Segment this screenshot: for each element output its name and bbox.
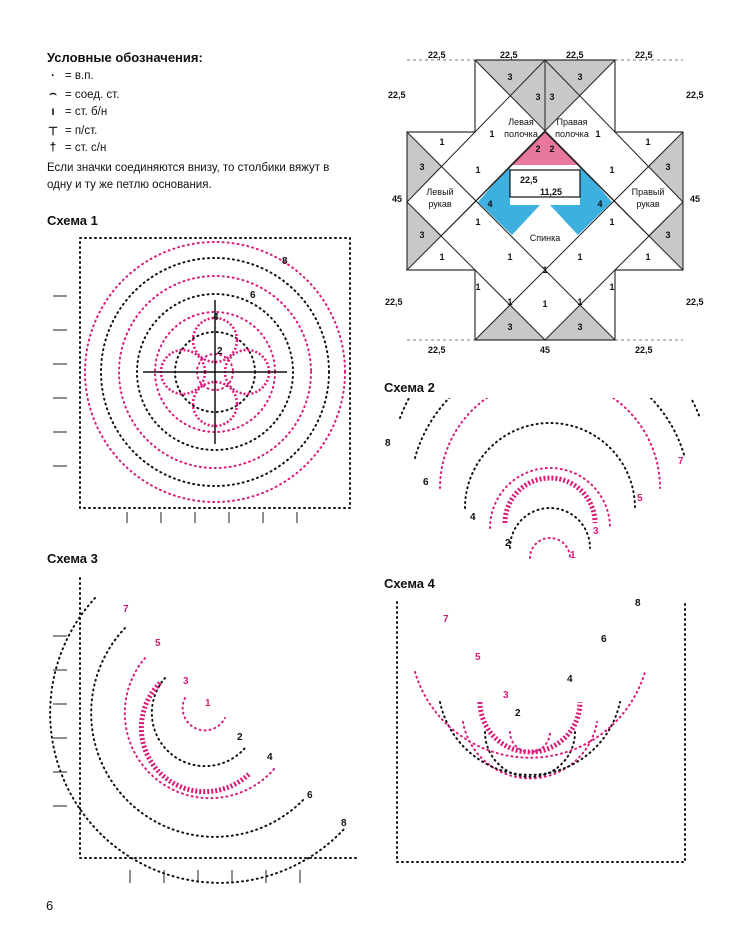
legend-item bbox=[47, 142, 106, 154]
row-number: 3 bbox=[593, 526, 599, 537]
legend-text: = ст. с/н bbox=[65, 142, 107, 154]
row-number: 7 bbox=[678, 456, 684, 467]
dim-label: 11,25 bbox=[540, 187, 563, 197]
legend-text: = в.п. bbox=[65, 70, 94, 82]
row-number: 8 bbox=[385, 438, 391, 449]
dim-label: 22,5 bbox=[500, 50, 518, 60]
stitch-rings bbox=[50, 578, 360, 883]
row-number: 7 bbox=[123, 604, 129, 615]
svg-text:1: 1 bbox=[645, 252, 651, 262]
svg-text:1: 1 bbox=[507, 297, 513, 307]
svg-text:3: 3 bbox=[577, 72, 583, 82]
piece-label-left-sleeve: Левый bbox=[426, 187, 454, 197]
piece-label-right-sleeve: Правый bbox=[631, 187, 665, 197]
row-number: 6 bbox=[307, 790, 313, 801]
legend-item bbox=[47, 70, 94, 82]
piece-label-right-front: Правая bbox=[556, 117, 588, 127]
row-number: 8 bbox=[282, 256, 288, 267]
svg-text:4: 4 bbox=[597, 199, 603, 209]
petal-arc bbox=[480, 702, 580, 752]
slip-stitch-icon: ⌢ bbox=[49, 88, 57, 100]
crochet-scheme-3 bbox=[45, 568, 365, 888]
svg-text:1: 1 bbox=[475, 282, 481, 292]
row-number: 5 bbox=[475, 652, 481, 663]
scheme-4-title: Схема 4 bbox=[384, 576, 435, 591]
stitch-rings bbox=[400, 398, 700, 558]
stitch-rings bbox=[397, 602, 685, 862]
svg-text:1: 1 bbox=[609, 217, 615, 227]
row-number: 2 bbox=[505, 538, 511, 549]
garment-pattern-diagram bbox=[380, 45, 710, 365]
dim-label: 22,5 bbox=[635, 50, 653, 60]
chain-stitch-icon: · bbox=[51, 70, 55, 82]
dim-label: 22,5 bbox=[385, 297, 403, 307]
page-number: 6 bbox=[46, 898, 54, 913]
svg-text:4: 4 bbox=[487, 199, 493, 209]
svg-text:3: 3 bbox=[507, 72, 513, 82]
row-number: 7 bbox=[443, 614, 449, 625]
row-number: 4 bbox=[567, 674, 573, 685]
svg-text:1: 1 bbox=[645, 137, 651, 147]
svg-text:1: 1 bbox=[577, 252, 583, 262]
svg-text:3: 3 bbox=[419, 230, 425, 240]
row-number: 2 bbox=[237, 732, 243, 743]
piece-label-left-front: полочка bbox=[504, 129, 538, 139]
legend-text: = соед. ст. bbox=[65, 88, 120, 101]
svg-text:1: 1 bbox=[595, 129, 601, 139]
half-double-crochet-icon: ⊤ bbox=[47, 126, 59, 138]
row-number: 4 bbox=[470, 512, 476, 523]
svg-text:1: 1 bbox=[489, 129, 495, 139]
piece-label-left-front: Левая bbox=[508, 117, 534, 127]
svg-text:1: 1 bbox=[439, 252, 445, 262]
legend-title: Условные обозначения: bbox=[47, 50, 203, 65]
legend-item bbox=[47, 106, 107, 118]
svg-text:1: 1 bbox=[577, 297, 583, 307]
dim-label: 22,5 bbox=[520, 175, 538, 185]
piece-label-back: Спинка bbox=[529, 233, 561, 243]
svg-text:2: 2 bbox=[549, 144, 555, 154]
row-number: 6 bbox=[601, 634, 607, 645]
petal-arc bbox=[141, 683, 250, 792]
svg-text:3: 3 bbox=[419, 162, 425, 172]
row-number: 3 bbox=[503, 690, 509, 701]
svg-text:2: 2 bbox=[535, 144, 541, 154]
row-number: 3 bbox=[183, 676, 189, 687]
legend-text: = п/ст. bbox=[65, 125, 98, 137]
scheme-1-title: Схема 1 bbox=[47, 213, 98, 228]
single-crochet-icon: ı bbox=[51, 106, 55, 118]
row-number: 6 bbox=[423, 477, 429, 488]
svg-text:3: 3 bbox=[507, 322, 513, 332]
crochet-scheme-4 bbox=[385, 592, 705, 882]
scheme-2-title: Схема 2 bbox=[384, 380, 435, 395]
piece-label-right-front: полочка bbox=[555, 129, 589, 139]
row-number: 1 bbox=[570, 550, 576, 561]
svg-text:3: 3 bbox=[665, 230, 671, 240]
svg-text:1: 1 bbox=[609, 165, 615, 175]
double-crochet-icon: † bbox=[49, 142, 57, 154]
dim-label: 45 bbox=[690, 194, 701, 204]
svg-text:3: 3 bbox=[549, 92, 555, 102]
row-number: 8 bbox=[341, 818, 347, 829]
row-number: 1 bbox=[205, 698, 211, 709]
row-number: 8 bbox=[635, 598, 641, 609]
piece-label-right-sleeve: рукав bbox=[636, 199, 660, 209]
row-number: 5 bbox=[155, 638, 161, 649]
petal-arc bbox=[505, 478, 595, 523]
row-number: 4 bbox=[213, 312, 219, 323]
crochet-scheme-2 bbox=[385, 398, 705, 573]
dim-label: 22,5 bbox=[686, 90, 704, 100]
scheme-3-title: Схема 3 bbox=[47, 551, 98, 566]
svg-text:1: 1 bbox=[439, 137, 445, 147]
dim-label: 22,5 bbox=[388, 90, 406, 100]
legend-item bbox=[47, 124, 97, 138]
svg-text:1: 1 bbox=[475, 217, 481, 227]
svg-text:1: 1 bbox=[542, 265, 548, 275]
dim-label: 22,5 bbox=[566, 50, 584, 60]
legend-text: = ст. б/н bbox=[65, 106, 108, 118]
svg-text:3: 3 bbox=[665, 162, 671, 172]
dim-label: 22,5 bbox=[686, 297, 704, 307]
row-number: 2 bbox=[515, 708, 521, 719]
row-number: 5 bbox=[637, 493, 643, 504]
piece-label-left-sleeve: рукав bbox=[428, 199, 452, 209]
row-number: 6 bbox=[250, 290, 256, 301]
svg-text:1: 1 bbox=[609, 282, 615, 292]
crochet-scheme-1 bbox=[45, 230, 365, 530]
svg-text:1: 1 bbox=[507, 252, 513, 262]
row-number: 2 bbox=[217, 346, 223, 357]
direction-arrows bbox=[53, 636, 300, 883]
svg-text:3: 3 bbox=[535, 92, 541, 102]
dim-label: 22,5 bbox=[428, 345, 446, 355]
legend-item bbox=[47, 88, 119, 101]
dim-label: 45 bbox=[392, 194, 403, 204]
dim-label: 22,5 bbox=[635, 345, 653, 355]
svg-text:1: 1 bbox=[542, 299, 548, 309]
dim-label: 22,5 bbox=[428, 50, 446, 60]
dim-label: 45 bbox=[540, 345, 551, 355]
row-number: 4 bbox=[267, 752, 273, 763]
svg-text:3: 3 bbox=[577, 322, 583, 332]
legend-note: Если значки соединяются внизу, то столбики вяжут в одну и ту же петлю основания. bbox=[47, 162, 330, 191]
svg-text:1: 1 bbox=[475, 165, 481, 175]
